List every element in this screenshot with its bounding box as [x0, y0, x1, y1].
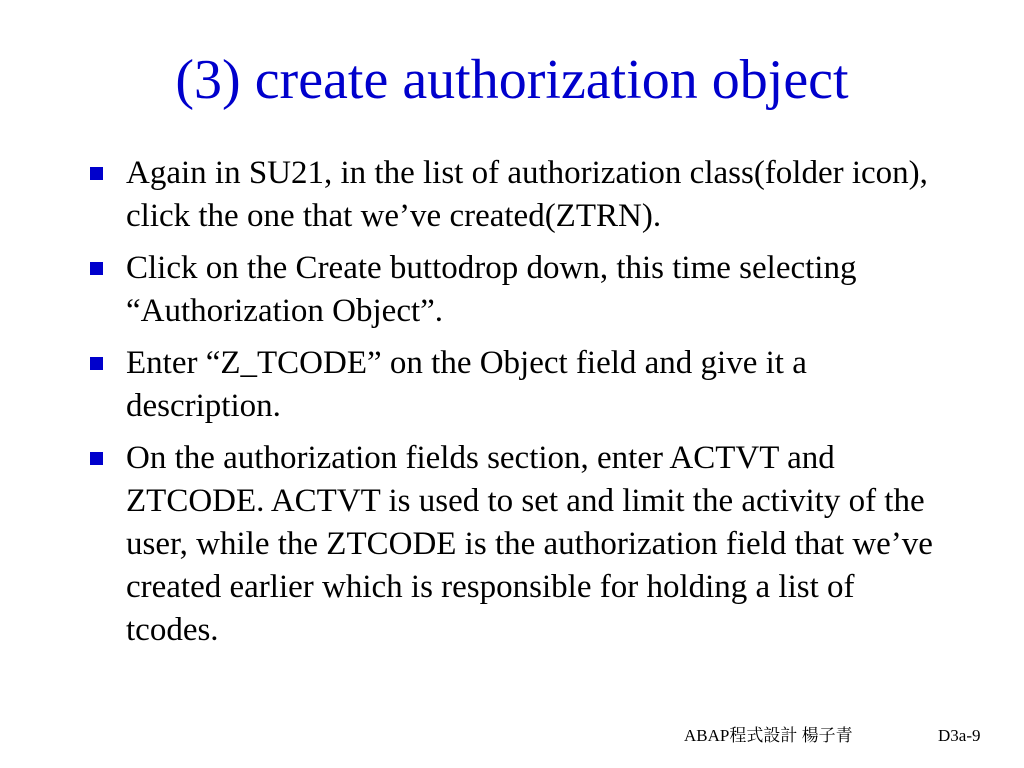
bullet-text: On the authorization fields section, enter ACTVT and ZTCODE. ACTVT is used to set and limit the activity of the user, while the ZTCODE is the authorization field that we’ve created earlier which is responsible for holding a list of tcodes.: [126, 440, 933, 648]
square-bullet-icon: [90, 167, 103, 180]
bullet-item: [86, 342, 946, 428]
bullet-item: [86, 152, 946, 238]
bullet-item: [86, 437, 946, 652]
bullet-text: Enter “Z_TCODE” on the Object field and give it a description.: [126, 345, 807, 424]
bullet-text: Click on the Create buttodrop down, this time selecting “Authorization Object”.: [126, 250, 857, 329]
bullet-text: Again in SU21, in the list of authorization class(folder icon), click the one that we’ve created(ZTRN).: [126, 155, 928, 234]
footer-course: ABAP程式設計 楊子青: [684, 726, 853, 745]
bullet-item: [86, 247, 946, 333]
bullet-list: [86, 152, 946, 661]
footer-page-number: D3a-9: [938, 726, 981, 745]
square-bullet-icon: [90, 262, 103, 275]
slide-title: (3) create authorization object: [175, 49, 849, 111]
square-bullet-icon: [90, 452, 103, 465]
square-bullet-icon: [90, 357, 103, 370]
